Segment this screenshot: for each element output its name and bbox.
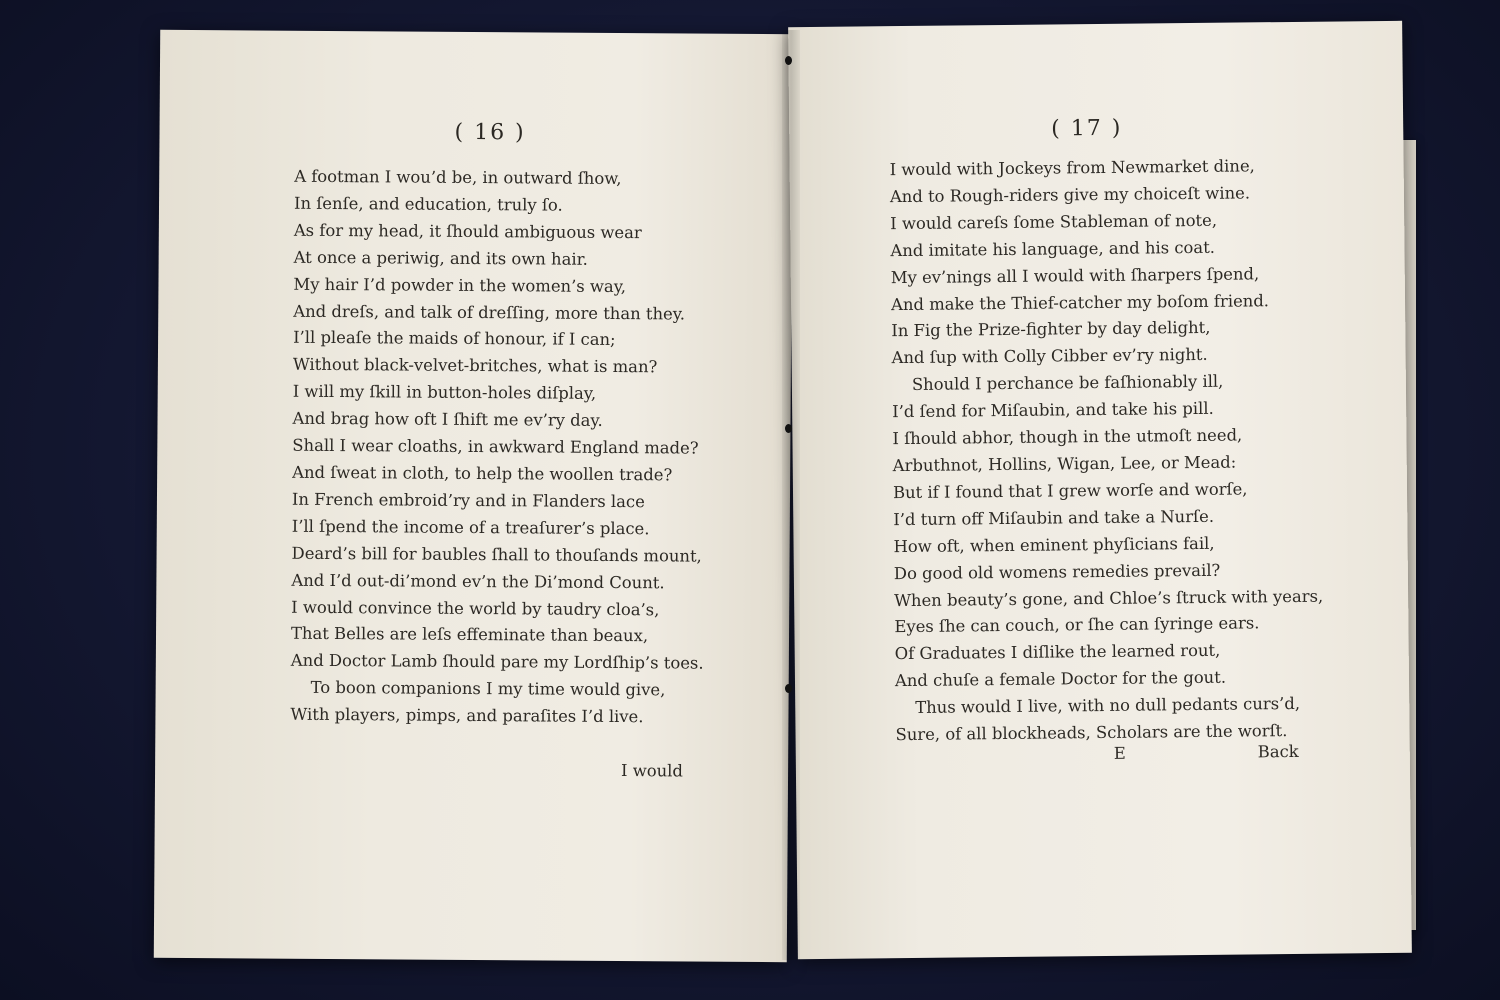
verse-line: Thus would I live, with no dull pedants curs’d, bbox=[915, 694, 1301, 718]
verse-line: In Fig the Prize-fighter by day delight, bbox=[891, 318, 1211, 341]
binding-hole bbox=[785, 684, 792, 693]
verse-line: I will my ſkill in button-holes diſplay, bbox=[292, 381, 597, 404]
right-page bbox=[788, 21, 1412, 959]
left-page bbox=[154, 30, 793, 962]
verse-line: How oft, when eminent phyſicians fail, bbox=[893, 533, 1215, 556]
verse-line: My hair I’d powder in the women’s way, bbox=[293, 274, 627, 296]
verse-line: I’d turn off Miſaubin and take a Nurſe. bbox=[893, 506, 1215, 529]
verse-line: And Doctor Lamb ſhould pare my Lordſhip’s toes. bbox=[290, 651, 704, 673]
verse-line: I’ll pleaſe the maids of honour, if I can; bbox=[293, 328, 616, 350]
verse-line: Arbuthnot, Hollins, Wigan, Lee, or Mead: bbox=[892, 452, 1237, 476]
verse-line: And dreſs, and talk of dreſſing, more than they. bbox=[293, 301, 686, 324]
verse-line: And ſup with Colly Cibber ev’ry night. bbox=[891, 345, 1208, 368]
verse-line: And ſweat in cloth, to help the woollen trade? bbox=[292, 462, 673, 485]
verse-line: I’ll ſpend the income of a treaſurer’s place. bbox=[291, 516, 650, 539]
verse-line: To boon companions I my time would give, bbox=[310, 678, 666, 700]
verse-line: I ſhould abhor, though in the utmoſt need, bbox=[892, 425, 1243, 449]
left-catchword: I would bbox=[621, 761, 684, 781]
verse-line: At once a periwig, and its own hair. bbox=[293, 247, 588, 269]
verse-line: A footman I wou’d be, in outward ſhow, bbox=[294, 166, 622, 189]
verse-line: Eyes ſhe can couch, or ſhe can ſyringe ears. bbox=[894, 613, 1260, 637]
right-verse-lines bbox=[890, 153, 1325, 749]
verse-line: That Belles are leſs effeminate than beaux, bbox=[290, 624, 649, 646]
verse-line: In ſenſe, and education, truly ſo. bbox=[293, 193, 563, 215]
page-number-16: ( 16 ) bbox=[454, 119, 526, 146]
verse-line: I would careſs ſome Stableman of note, bbox=[890, 210, 1218, 233]
signature-mark: E bbox=[1113, 743, 1126, 763]
verse-line: Of Graduates I diſlike the learned rout, bbox=[894, 641, 1221, 664]
verse-line: As for my head, it ſhould ambiguous wear bbox=[293, 220, 642, 242]
verse-line: And to Rough-riders give my choiceſt wine. bbox=[889, 183, 1251, 207]
verse-line: And I’d out-di’mond ev’n the Di’mond Count. bbox=[291, 570, 665, 592]
verse-line: When beauty’s gone, and Chloe’s ſtruck with years, bbox=[894, 586, 1324, 610]
right-catchword: Back bbox=[1257, 741, 1299, 762]
left-verse-lines bbox=[290, 164, 707, 732]
binding-hole bbox=[785, 56, 792, 65]
verse-line: My ev’nings all I would with ſharpers ſpend, bbox=[890, 263, 1260, 287]
verse-line: Sure, of all blockheads, Scholars are the worſt. bbox=[895, 721, 1288, 745]
verse-line: And make the Thief-catcher my boſom friend. bbox=[890, 290, 1270, 314]
verse-line: Do good old womens remedies prevail? bbox=[893, 560, 1221, 583]
verse-line: Deard’s bill for baubles ſhall to thouſands mount, bbox=[291, 543, 702, 566]
book-gutter bbox=[782, 30, 800, 960]
binding-hole bbox=[785, 424, 792, 433]
verse-line: I would with Jockeys from Newmarket dine, bbox=[889, 156, 1255, 180]
verse-line: Shall I wear cloaths, in awkward England made? bbox=[292, 435, 699, 458]
verse-line: With players, pimps, and paraſites I’d live. bbox=[290, 704, 644, 727]
verse-line: And imitate his language, and his coat. bbox=[890, 237, 1216, 260]
verse-line: And brag how oft I ſhift me ev’ry day. bbox=[292, 408, 603, 431]
verse-line: Should I perchance be faſhionably ill, bbox=[911, 371, 1224, 395]
verse-line: In French embroid’ry and in Flanders lace bbox=[291, 489, 645, 512]
verse-line: Without black-velvet-britches, what is man? bbox=[292, 355, 658, 377]
verse-line: I’d ſend for Miſaubin, and take his pill. bbox=[892, 398, 1214, 422]
verse-line: And chuſe a female Doctor for the gout. bbox=[894, 667, 1227, 691]
verse-line: But if I found that I grew worſe and worſe, bbox=[892, 479, 1248, 503]
page-number-17: ( 17 ) bbox=[1051, 115, 1123, 142]
verse-line: I would convince the world by taudry cloa’s, bbox=[291, 597, 660, 619]
